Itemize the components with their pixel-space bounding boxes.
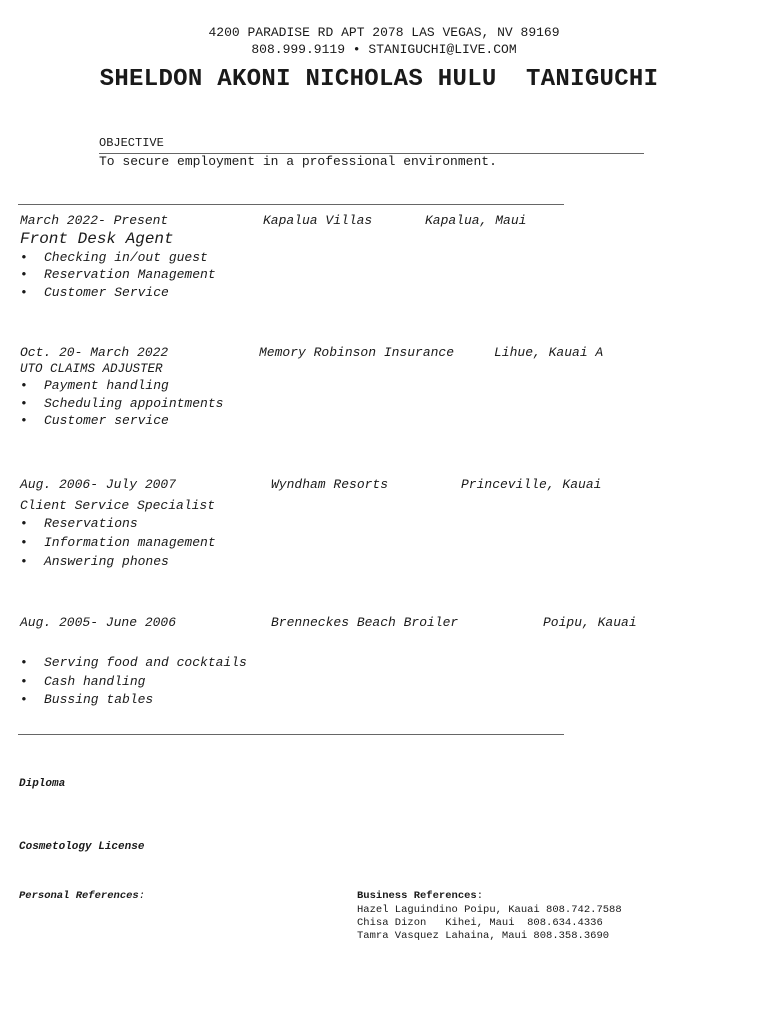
job-dates: Oct. 20- March 2022 (20, 345, 169, 360)
resume-name: SHELDON AKONI NICHOLAS HULU TANIGUCHI (99, 66, 659, 93)
section-divider-top (18, 204, 564, 205)
job-employer: Brenneckes Beach Broiler (271, 615, 459, 630)
duty-item: • Scheduling appointments (20, 396, 224, 411)
duty-item: • Cash handling (20, 674, 146, 689)
section-divider-bottom (18, 734, 564, 735)
objective-heading: OBJECTIVE (99, 136, 164, 150)
duty-item: • Customer Service (20, 285, 169, 300)
duty-item: • Bussing tables (20, 692, 154, 707)
job-location: Kapalua, Maui (425, 213, 527, 228)
bullet: • (20, 267, 28, 282)
bullet: • (20, 378, 28, 393)
job-employer: Kapalua Villas (263, 213, 373, 228)
bullet: • (20, 413, 28, 428)
job-dates: March 2022- Present (20, 213, 169, 228)
duty-item: • Answering phones (20, 554, 169, 569)
job-duties (20, 516, 216, 606)
job-duties (20, 378, 224, 468)
bullet: • (20, 535, 28, 550)
bullet: • (20, 516, 28, 531)
business-reference: Chisa Dizon Kihei, Maui 808.634.4336 (357, 917, 603, 929)
duty-item: • Serving food and cocktails (20, 655, 247, 670)
bullet: • (20, 285, 28, 300)
duty-item: • Customer service (20, 413, 169, 428)
credential-license: Cosmetology License (19, 841, 145, 853)
bullet: • (20, 250, 28, 265)
business-references-heading: Business References: (357, 890, 484, 902)
contact-address: 4200 PARADISE RD APT 2078 LAS VEGAS, NV 89169 (208, 25, 560, 40)
objective-text: To secure employment in a professional environment. (99, 154, 497, 169)
job-employer: Memory Robinson Insurance (259, 345, 455, 360)
bullet: • (20, 554, 28, 569)
duty-item: • Reservation Management (20, 267, 216, 282)
job-duties (20, 250, 216, 340)
duty-item: • Reservations (20, 516, 138, 531)
job-title: Front Desk Agent (20, 230, 174, 248)
job-title: UTO CLAIMS ADJUSTER (20, 362, 163, 376)
business-reference: Hazel Laguindino Poipu, Kauai 808.742.7588 (357, 904, 622, 916)
duty-item: • Checking in/out guest (20, 250, 208, 265)
bullet: • (20, 655, 28, 670)
job-location: Lihue, Kauai A (494, 345, 604, 360)
duty-item: • Information management (20, 535, 216, 550)
contact-phone-email: 808.999.9119 • STANIGUCHI@LIVE.COM (251, 42, 517, 57)
job-dates: Aug. 2006- July 2007 (20, 477, 177, 492)
business-reference: Tamra Vasquez Lahaina, Maui 808.358.3690 (357, 930, 610, 942)
bullet: • (20, 396, 28, 411)
personal-references-heading: Personal References: (19, 890, 146, 902)
duty-item: • Payment handling (20, 378, 169, 393)
job-employer: Wyndham Resorts (271, 477, 389, 492)
job-dates: Aug. 2005- June 2006 (20, 615, 177, 630)
job-location: Poipu, Kauai (543, 615, 637, 630)
bullet: • (20, 692, 28, 707)
job-title: Client Service Specialist (20, 498, 216, 513)
job-duties (20, 655, 247, 745)
job-location: Princeville, Kauai (461, 477, 602, 492)
bullet: • (20, 674, 28, 689)
credential-diploma: Diploma (19, 778, 66, 790)
